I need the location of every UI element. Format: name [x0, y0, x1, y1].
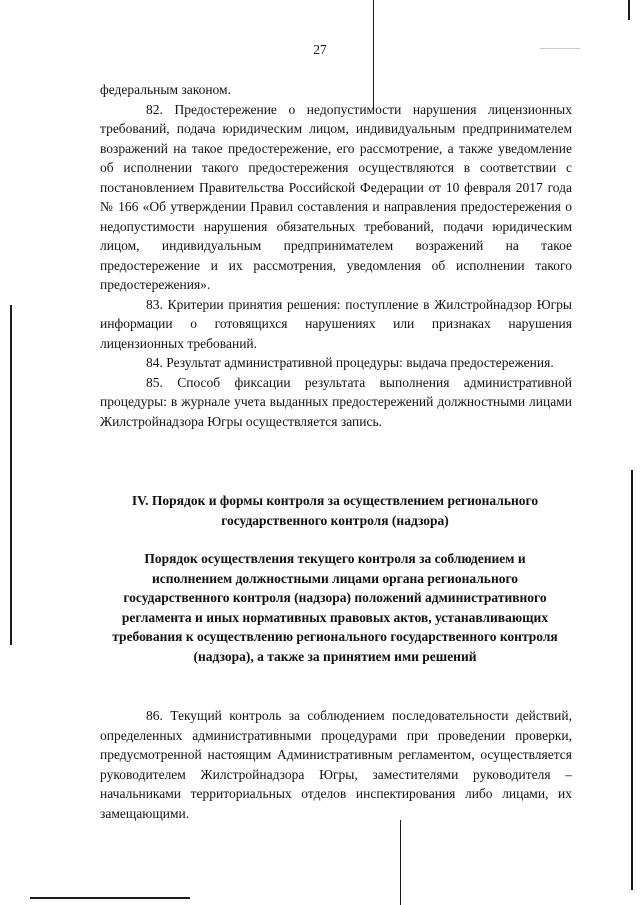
paragraph-85: 85. Способ фиксации результата выполнения административной процедуры: в журнале учета выданных предостережений должностными лицами Жилстройнадзора Югры осуществляется запись. — [100, 374, 572, 429]
scan-line-left — [10, 305, 12, 645]
paragraph-continuation: федеральным законом. — [100, 82, 231, 97]
body-text-bottom — [100, 706, 572, 823]
section-heading: IV. Порядок и формы контроля за осуществлением регионального государственного контроля (надзора) — [131, 493, 539, 528]
scan-line-top-right — [628, 0, 630, 20]
sub-heading-block — [110, 549, 560, 666]
page-number: 27 — [313, 42, 327, 57]
paragraph-83: 83. Критерии принятия решения: поступление в Жилстройнадзор Югры информации о готовящихся нарушениях или признаках нарушения лицензионных требований. — [100, 296, 572, 351]
scan-line-right — [631, 470, 633, 890]
section-heading-block — [110, 491, 560, 530]
scan-line-bottom-center — [400, 820, 401, 905]
body-text-top — [100, 80, 572, 431]
paragraph-86: 86. Текущий контроль за соблюдением последовательности действий, определенных административными процедурами при проведении проверки, предусмотренной настоящим Административным регламентом, осуществляется руководителем Жилстройнадзора Югры, заместителями руководителя – начальниками территориальных отделов инспектирования либо лицами, их замещающими. — [100, 708, 572, 821]
sub-heading: Порядок осуществления текущего контроля за соблюдением и исполнением должностными лицами органа регионального государственного контроля (надзора) положений административного регламента и иных нормативных правовых актов, устанавливающих требования к осуществлению регионального государственного контроля (надзора), а также за принятием ими решений — [112, 551, 558, 664]
paragraph-82: 82. Предостережение о недопустимости нарушения лицензионных требований, подача юридическим лицом, индивидуальным предпринимателем возражений на такое предостережение, его рассмотрение, а также уведомление об исполнении такого предостережения осуществляются в соответствии с постановлением Правительства Российской Федерации от 10 февраля 2017 года № 166 «Об утверждении Правил составления и направления предостережения о недопустимости нарушения обязательных требований, подачи юридическим лицом, индивидуальным предпринимателем возражений на такое предостережение и их рассмотрения, уведомления об исполнении такого предостережения». — [100, 101, 572, 292]
paragraph-84: 84. Результат административной процедуры: выдача предостережения. — [146, 355, 554, 370]
scan-line-bottom — [30, 897, 190, 899]
